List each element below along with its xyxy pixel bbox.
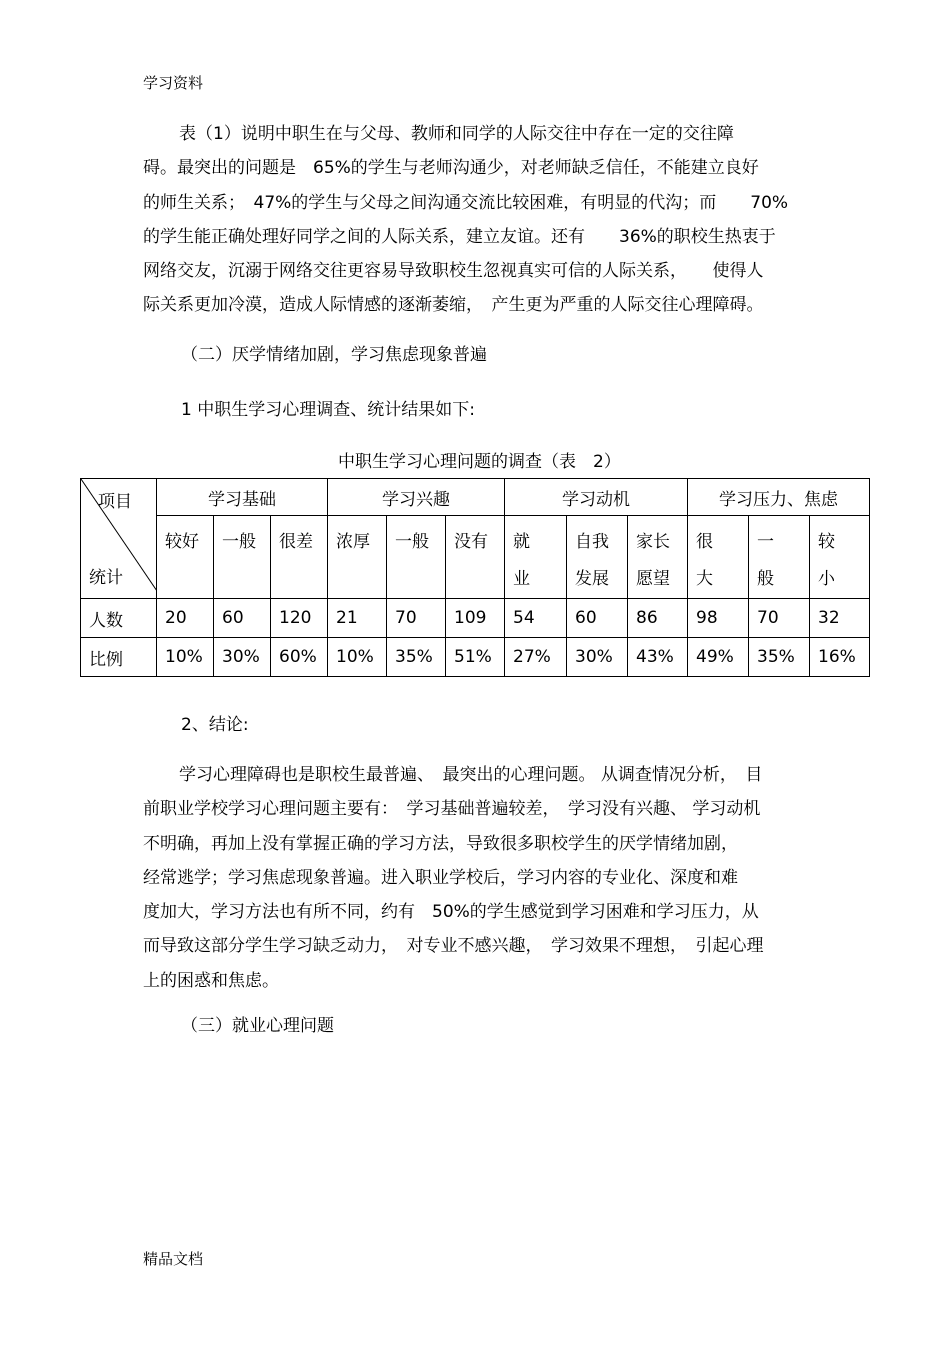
sub-header-cell: 就 业 — [505, 516, 567, 599]
sub-header-cell: 自我 发展 — [567, 516, 628, 599]
data-cell: 21 — [328, 599, 387, 638]
paragraph-line: 而导致这部分学生学习缺乏动力， 对专业不感兴趣， 学习效果不理想， 引起心理 — [143, 936, 764, 957]
data-cell: 120 — [271, 599, 328, 638]
sub-header-cell: 较 小 — [810, 516, 870, 599]
data-cell: 109 — [446, 599, 505, 638]
section-heading-3: （三）就业心理问题 — [181, 1016, 334, 1036]
paragraph-line: 经常逃学；学习焦虑现象普遍。进入职业学校后，学习内容的专业化、深度和难 — [143, 867, 738, 888]
paragraph-line: 学习心理障碍也是职校生最普遍、 最突出的心理问题。 从调查情况分析， 目 — [179, 765, 763, 785]
paragraph-line: 前职业学校学习心理问题主要有： 学习基础普遍较差， 学习没有兴趣、 学习动机 — [143, 799, 761, 820]
sub-header-cell: 浓厚 — [328, 516, 387, 599]
paragraph-line: 度加大，学习方法也有所不同，约有 50%的学生感觉到学习困难和学习压力，从 — [143, 902, 759, 923]
sub-header-cell: 家长 愿望 — [628, 516, 688, 599]
data-cell: 16% — [810, 638, 870, 677]
paragraph-line: 的师生关系； 47%的学生与父母之间沟通交流比较困难，有明显的代沟；而 70% — [143, 192, 789, 213]
row-label: 人数 — [81, 599, 157, 638]
paragraph-line: 网络交友，沉溺于网络交往更容易导致职校生忽视真实可信的人际关系， 使得人 — [143, 261, 764, 282]
data-cell: 20 — [157, 599, 214, 638]
sub-header-cell: 很 大 — [688, 516, 749, 599]
paragraph-line: 碍。最突出的问题是 65%的学生与老师沟通少，对老师缺乏信任，不能建立良好 — [143, 158, 759, 179]
sub-header-cell: 一般 — [387, 516, 446, 599]
data-cell: 60 — [214, 599, 271, 638]
page-footer: 精品文档 — [143, 1250, 204, 1268]
data-cell: 35% — [749, 638, 810, 677]
sub-header-cell: 没有 — [446, 516, 505, 599]
data-cell: 49% — [688, 638, 749, 677]
paragraph-line: 上的困惑和焦虑。 — [143, 970, 279, 991]
data-cell: 35% — [387, 638, 446, 677]
data-cell: 86 — [628, 599, 688, 638]
data-cell: 70 — [387, 599, 446, 638]
data-cell: 60% — [271, 638, 328, 677]
data-cell: 32 — [810, 599, 870, 638]
data-cell: 43% — [628, 638, 688, 677]
data-cell: 10% — [157, 638, 214, 677]
sub-header-cell: 一 般 — [749, 516, 810, 599]
survey-heading: 1 中职生学习心理调查、统计结果如下: — [181, 400, 475, 420]
data-cell: 51% — [446, 638, 505, 677]
page-header: 学习资料 — [143, 74, 204, 92]
data-cell: 98 — [688, 599, 749, 638]
corner-label-stat: 统计 — [89, 568, 123, 588]
row-label: 比例 — [81, 638, 157, 677]
group-header: 学习基础 — [157, 479, 328, 516]
data-cell: 60 — [567, 599, 628, 638]
section-heading-2: （二）厌学情绪加剧，学习焦虑现象普遍 — [181, 345, 487, 365]
corner-label-item: 项目 — [98, 492, 132, 512]
group-header: 学习动机 — [505, 479, 688, 516]
paragraph-line: 不明确，再加上没有掌握正确的学习方法，导致很多职校学生的厌学情绪加剧， — [143, 833, 738, 854]
sub-header-cell: 较好 — [157, 516, 214, 599]
data-cell: 30% — [567, 638, 628, 677]
table-caption: 中职生学习心理问题的调查（表 2） — [338, 452, 621, 472]
data-cell: 54 — [505, 599, 567, 638]
data-cell: 27% — [505, 638, 567, 677]
paragraph-table1-analysis — [143, 117, 813, 323]
sub-header-cell: 很差 — [271, 516, 328, 599]
survey-table — [80, 478, 870, 677]
group-header: 学习压力、焦虑 — [688, 479, 870, 516]
table-corner-cell — [81, 479, 157, 599]
data-cell: 10% — [328, 638, 387, 677]
paragraph-conclusion — [143, 758, 813, 998]
data-cell: 30% — [214, 638, 271, 677]
conclusion-heading: 2、结论: — [181, 715, 249, 735]
sub-header-cell: 一般 — [214, 516, 271, 599]
group-header: 学习兴趣 — [328, 479, 505, 516]
paragraph-line: 表（1）说明中职生在与父母、教师和同学的人际交往中存在一定的交往障 — [179, 124, 734, 144]
data-cell: 70 — [749, 599, 810, 638]
paragraph-line: 的学生能正确处理好同学之间的人际关系，建立友谊。还有 36%的职校生热衷于 — [143, 226, 776, 247]
paragraph-line: 际关系更加冷漠，造成人际情感的逐渐萎缩， 产生更为严重的人际交往心理障碍。 — [143, 295, 764, 316]
